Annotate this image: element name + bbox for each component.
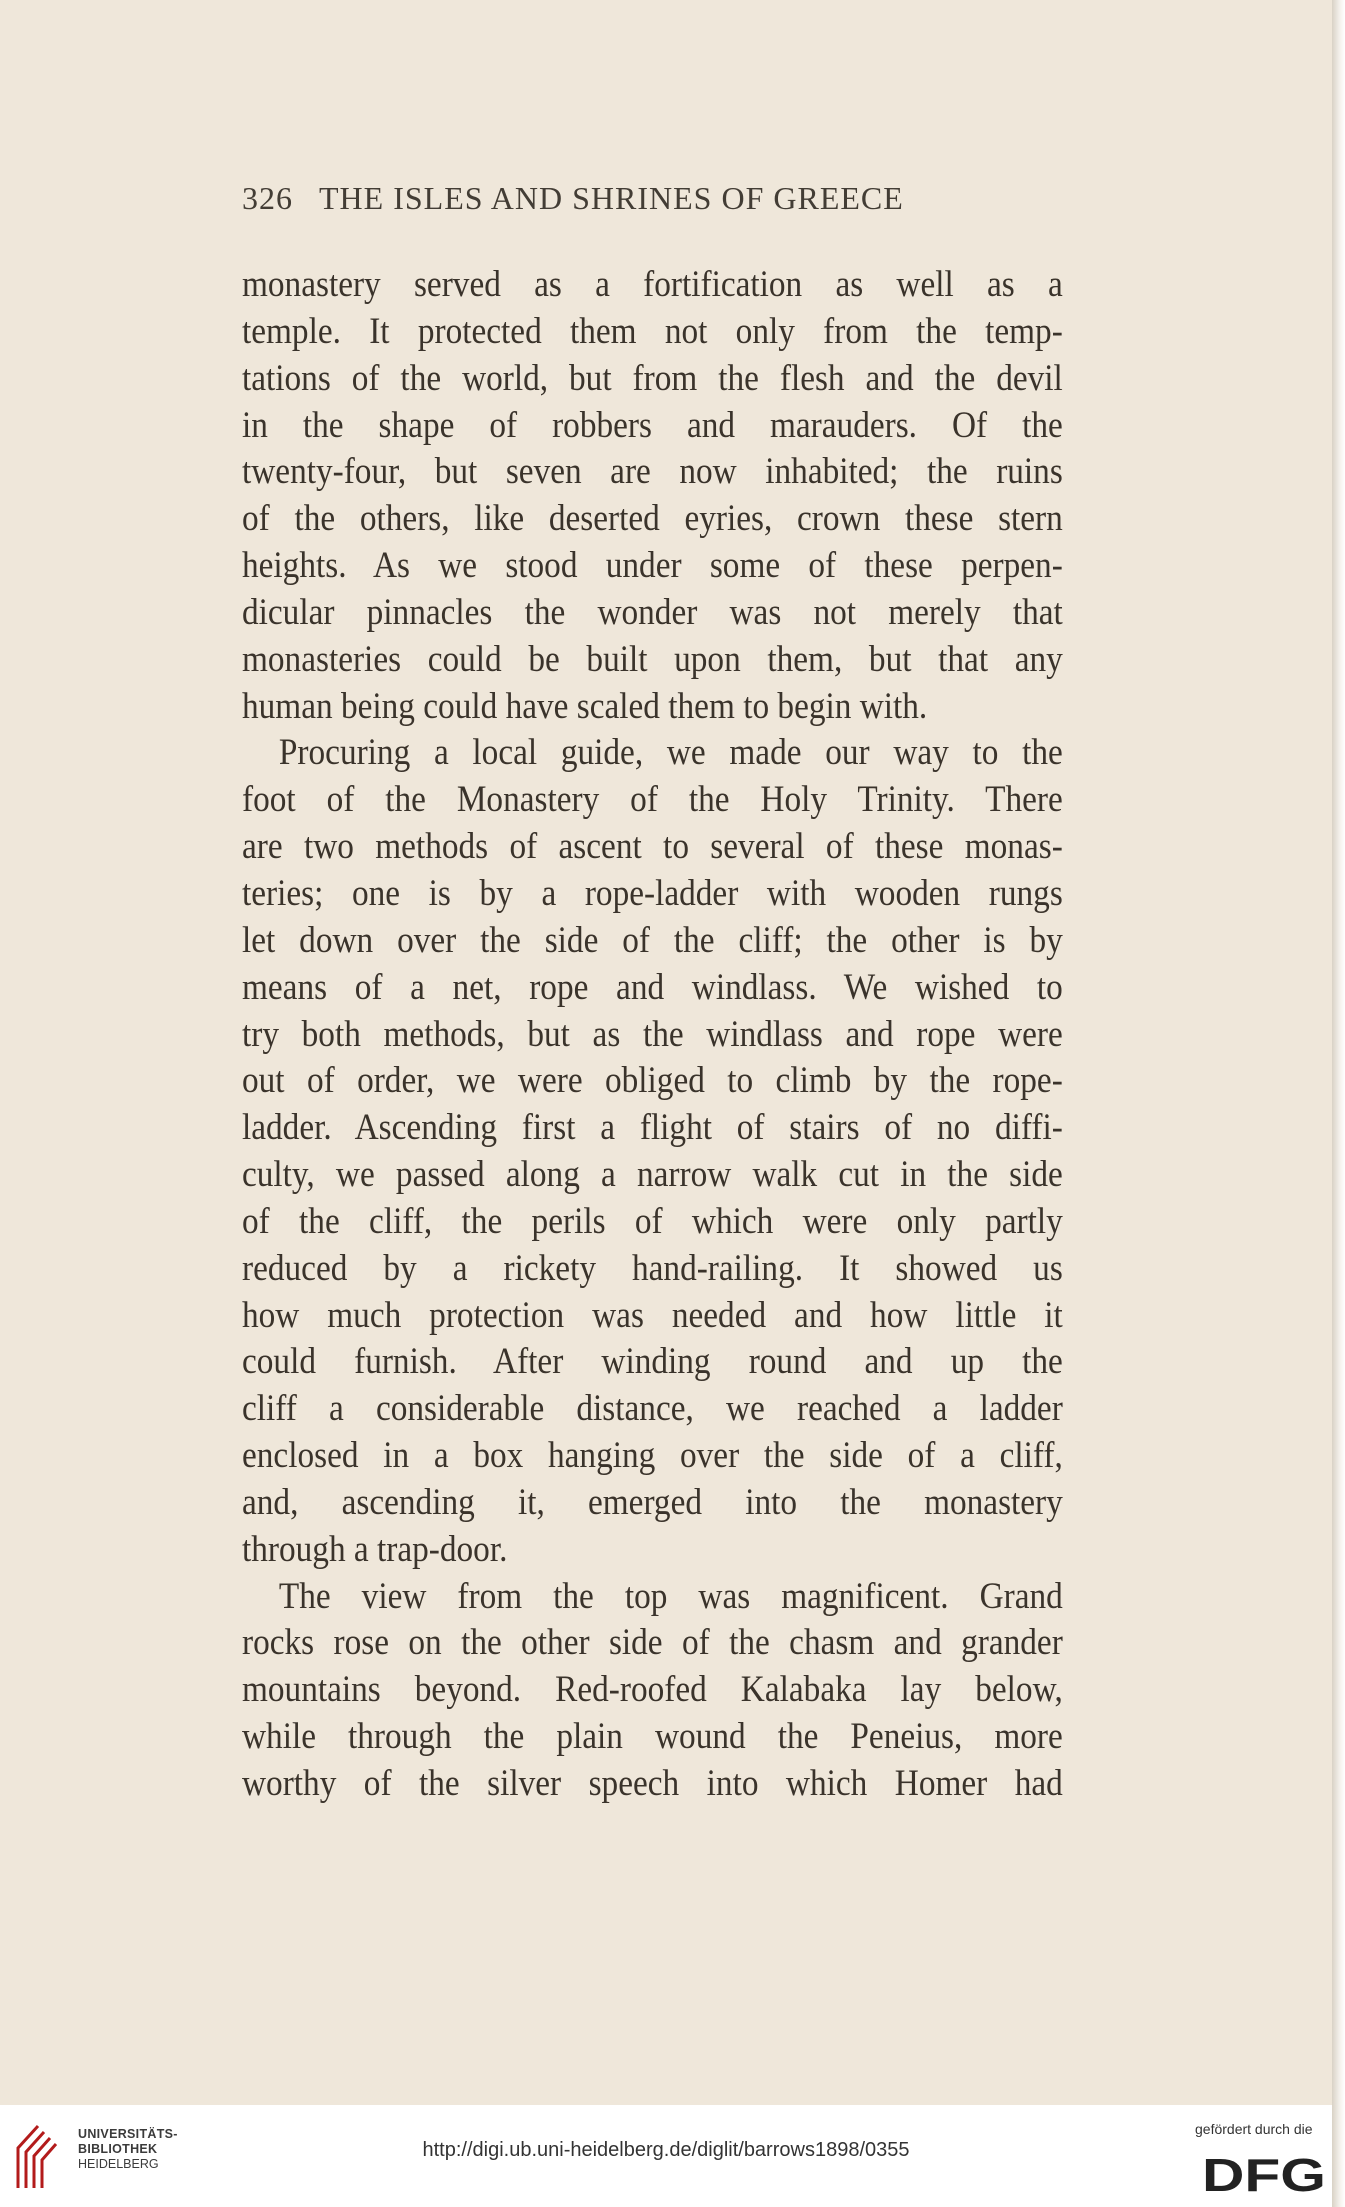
body-text	[242, 262, 1063, 1808]
library-name-line: HEIDELBERG	[78, 2157, 159, 2171]
text-line: cliff a considerable distance, we reached a ladder	[242, 1388, 1063, 1430]
page-edge-shadow	[1332, 0, 1345, 2207]
dfg-logo-text: DFG	[1202, 2149, 1326, 2195]
page-number: 326	[242, 180, 293, 216]
running-head	[242, 180, 1032, 217]
text-line: tations of the world, but from the flesh and the devil	[242, 357, 1063, 399]
text-line: twenty-four, but seven are now inhabited; the ruins	[242, 451, 1063, 493]
text-line: through a trap-door.	[242, 1528, 508, 1570]
text-line: temple. It protected them not only from the temp-	[242, 310, 1063, 352]
text-line: out of order, we were obliged to climb by the rope-	[242, 1060, 1063, 1102]
text-line: foot of the Monastery of the Holy Trinity. There	[242, 779, 1063, 821]
text-line: reduced by a rickety hand-railing. It showed us	[242, 1247, 1063, 1289]
text-line: of the cliff, the perils of which were only partly	[242, 1200, 1063, 1242]
text-line: are two methods of ascent to several of these monas-	[242, 826, 1063, 868]
text-line: means of a net, rope and windlass. We wished to	[242, 966, 1063, 1008]
sponsor-note: gefördert durch die	[1195, 2121, 1313, 2137]
text-line: monasteries could be built upon them, but that any	[242, 638, 1063, 680]
text-line: while through the plain wound the Peneius, more	[242, 1716, 1063, 1758]
text-line: Procuring a local guide, we made our way to the	[278, 732, 1063, 774]
running-head-title: THE ISLES AND SHRINES OF GREECE	[319, 180, 904, 216]
digitization-footer	[0, 2105, 1332, 2207]
text-line: how much protection was needed and how little it	[242, 1294, 1063, 1336]
text-line: enclosed in a box hanging over the side of a cliff,	[242, 1435, 1063, 1477]
text-line: could furnish. After winding round and up the	[242, 1341, 1063, 1383]
text-line: The view from the top was magnificent. Grand	[278, 1575, 1063, 1617]
text-line: monastery served as a fortification as well as a	[242, 264, 1063, 305]
text-line: in the shape of robbers and marauders. Of the	[242, 404, 1063, 446]
text-line: and, ascending it, emerged into the monastery	[242, 1481, 1063, 1523]
library-name-line: BIBLIOTHEK	[78, 2142, 158, 2156]
text-line: heights. As we stood under some of these perpen-	[242, 545, 1063, 587]
text-line: try both methods, but as the windlass and rope were	[242, 1013, 1063, 1055]
text-line: worthy of the silver speech into which Homer had	[242, 1763, 1063, 1804]
library-name-line: UNIVERSITÄTS-	[78, 2127, 178, 2141]
text-line: rocks rose on the other side of the chasm and grander	[242, 1622, 1063, 1664]
text-line: of the others, like deserted eyries, crown these stern	[242, 498, 1063, 540]
text-line: mountains beyond. Red-roofed Kalabaka lay below,	[242, 1669, 1063, 1711]
permalink-url[interactable]: http://digi.ub.uni-heidelberg.de/diglit/barrows1898/0355	[422, 2139, 910, 2161]
text-line: ladder. Ascending first a flight of stairs of no diffi-	[242, 1107, 1063, 1149]
text-line: teries; one is by a rope-ladder with wooden rungs	[242, 872, 1063, 914]
text-line: dicular pinnacles the wonder was not merely that	[242, 591, 1063, 633]
text-line: culty, we passed along a narrow walk cut in the side	[242, 1154, 1063, 1196]
text-line: human being could have scaled them to begin with.	[242, 685, 928, 727]
dfg-logo-icon	[1200, 2149, 1328, 2195]
text-line: let down over the side of the cliff; the other is by	[242, 919, 1063, 961]
